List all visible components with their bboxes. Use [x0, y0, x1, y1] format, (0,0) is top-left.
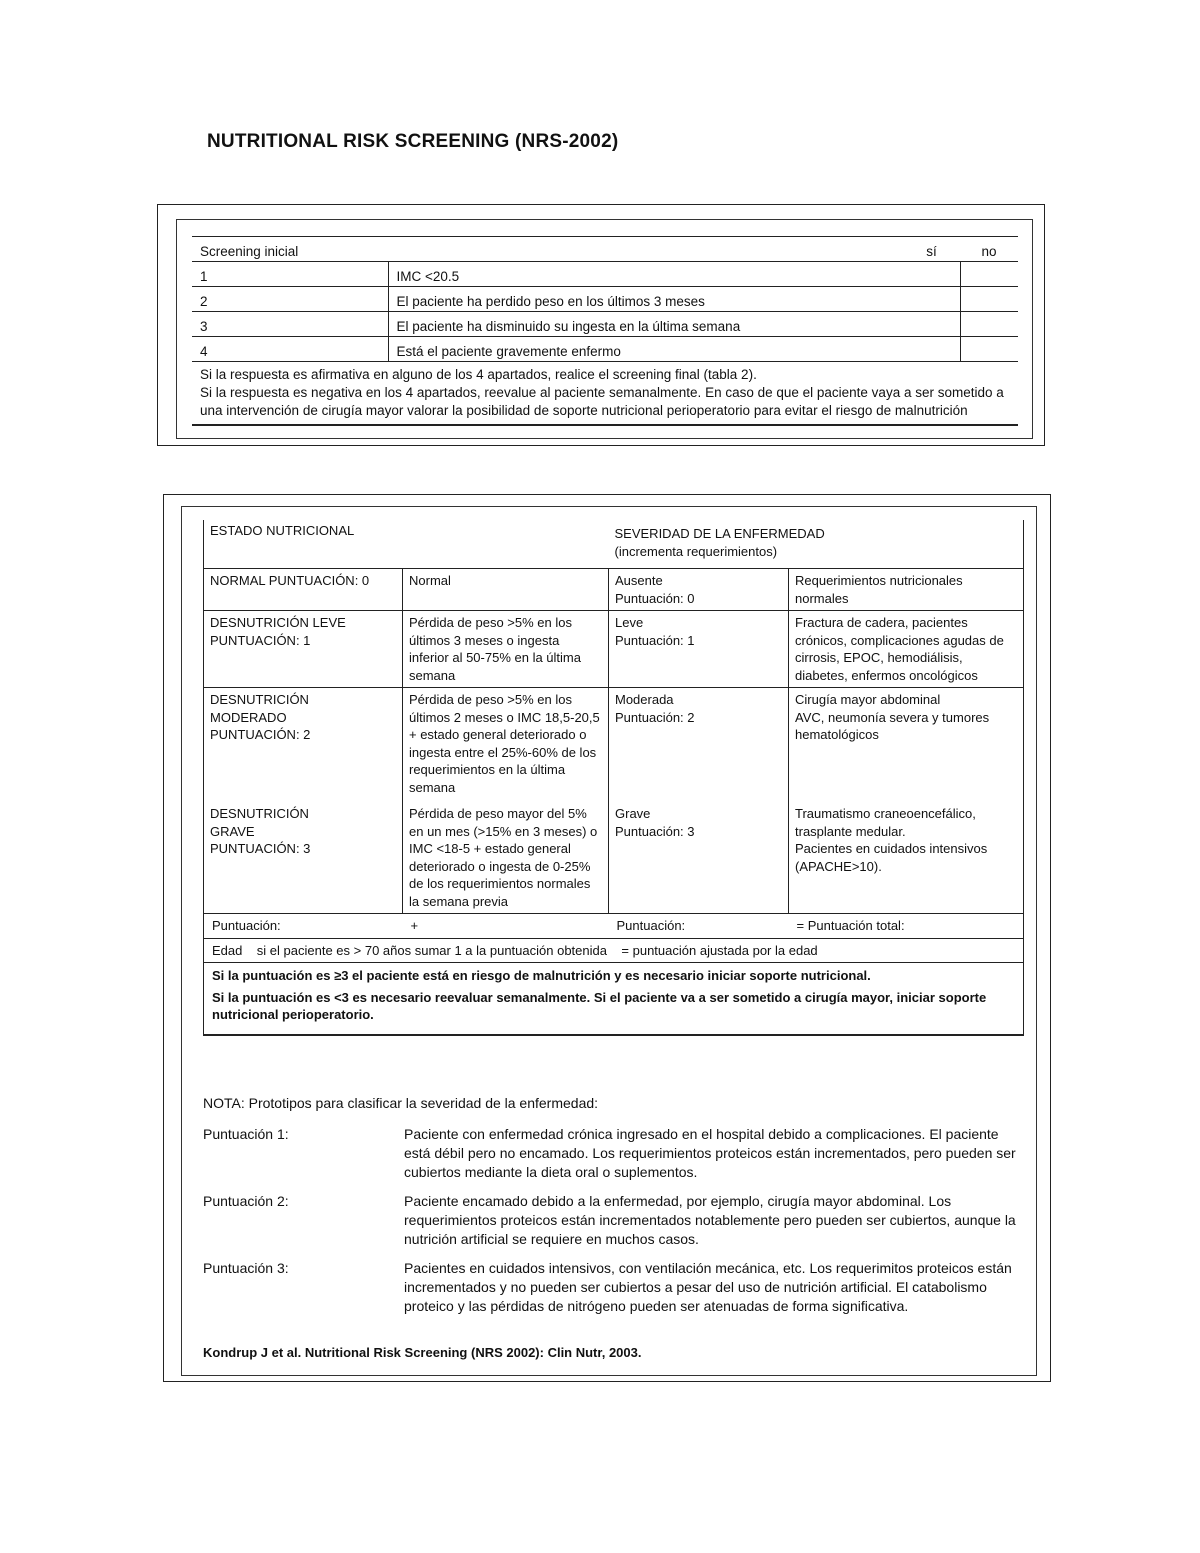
screening-row-answer	[960, 337, 1018, 362]
nutritional-state: DESNUTRICIÓN LEVE PUNTUACIÓN: 1	[204, 611, 403, 688]
advice-cell	[204, 963, 1024, 1035]
screening-row-question: El paciente ha perdido peso en los últimos 3 meses	[388, 287, 960, 312]
score-total: = Puntuación total:	[789, 914, 1024, 939]
prototype-text: Paciente con enfermedad crónica ingresado en el hospital debido a complicaciones. El paciente está débil pero no encamado. Los requerimientos proteicos están incrementados, pero pueden ser cubiertos mediante la dieta oral o suplementos.	[404, 1126, 1016, 1180]
screening-notes	[192, 362, 1018, 426]
score-label-severity: Puntuación:	[609, 914, 789, 939]
severity-description: Fractura de cadera, pacientes crónicos, complicaciones agudas de cirrosis, EPOC, hemodiálisis, diabetes, enfermos oncológicos	[789, 611, 1024, 688]
final-header-row	[204, 520, 1024, 569]
prototype-label: Puntuación 2:	[203, 1193, 289, 1209]
score-row	[204, 914, 1024, 939]
screening-notes-row	[192, 362, 1018, 426]
nutritional-state: DESNUTRICIÓN GRAVE PUNTUACIÓN: 3	[204, 799, 403, 914]
nutritional-state-description: Pérdida de peso mayor del 5% en un mes (>15% en 3 meses) o IMC <18-5 + estado general deteriorado o ingesta de 0-25% de los requerimientos normales la semana previa	[403, 799, 609, 914]
severity-level: Leve Puntuación: 1	[609, 611, 789, 688]
screening-row-number: 1	[192, 262, 388, 287]
screening-row-number: 2	[192, 287, 388, 312]
nota-title: NOTA: Prototipos para clasificar la severidad de la enfermedad:	[203, 1095, 599, 1111]
age-adjustment: Edad si el paciente es > 70 años sumar 1 a la puntuación obtenida = puntuación ajustada por la edad	[204, 938, 1024, 963]
final-row-normal	[204, 569, 1024, 611]
nutritional-state-description: Normal	[403, 569, 609, 611]
severity-level: Ausente Puntuación: 0	[609, 569, 789, 611]
score-label: Puntuación:	[204, 914, 403, 939]
nutritional-state-description: Pérdida de peso >5% en los últimos 3 meses o ingesta inferior al 50-75% en la última semana	[403, 611, 609, 688]
screening-note-affirmative: Si la respuesta es afirmativa en alguno de los 4 apartados, realice el screening final (tabla 2).	[200, 367, 757, 382]
disease-severity-header	[609, 520, 1024, 569]
prototype-label: Puntuación 3:	[203, 1260, 289, 1276]
disease-severity-title: SEVERIDAD DE LA ENFERMEDAD	[614, 526, 825, 541]
screening-header-no: no	[960, 237, 1018, 262]
screening-row-answer	[960, 312, 1018, 337]
severity-level: Moderada Puntuación: 2	[609, 688, 789, 800]
severity-description: Traumatismo craneoencefálico, trasplante medular. Pacientes en cuidados intensivos (APACHE>10).	[789, 799, 1024, 914]
screening-header-label: Screening inicial	[192, 237, 903, 262]
prototype-text: Paciente encamado debido a la enfermedad, por ejemplo, cirugía mayor abdominal. Los requerimientos proteicos están incrementados notablemente pero pueden ser cubiertos, aunque la nutrición artificial se requiere en muchos casos.	[404, 1193, 1016, 1247]
advice-risk: Si la puntuación es ≥3 el paciente está en riesgo de malnutrición y es necesario iniciar soporte nutricional.	[212, 968, 871, 983]
screening-row-answer	[960, 287, 1018, 312]
screening-header-row	[192, 237, 1018, 262]
nutritional-state: DESNUTRICIÓN MODERADO PUNTUACIÓN: 2	[204, 688, 403, 800]
nutritional-state: NORMAL PUNTUACIÓN: 0	[204, 569, 403, 611]
screening-row	[192, 337, 1018, 362]
screening-row-number: 4	[192, 337, 388, 362]
screening-row-answer	[960, 262, 1018, 287]
nutritional-state-description: Pérdida de peso >5% en los últimos 2 meses o IMC 18,5-20,5 + estado general deteriorado o ingesta entre el 25%-60% de los requerimientos en la última semana	[403, 688, 609, 800]
screening-row-question: Está el paciente gravemente enfermo	[388, 337, 960, 362]
disease-severity-subtitle: (incrementa requerimientos)	[614, 543, 778, 559]
screening-header-yes: sí	[903, 237, 960, 262]
screening-row	[192, 287, 1018, 312]
advice-reevaluate: Si la puntuación es <3 es necesario reevaluar semanalmente. Si el paciente va a ser sometido a cirugía mayor, iniciar soporte nutricional perioperatorio.	[212, 989, 987, 1022]
prototype-label: Puntuación 1:	[203, 1126, 289, 1142]
prototype-text: Pacientes en cuidados intensivos, con ventilación mecánica, etc. Los requerimitos proteicos están incrementados y no pueden ser cubiertos a pesar del uso de nutrición artificial. El catabolismo proteico y las pérdidas de nitrógeno pueden ser atenuadas de forma significativa.	[404, 1260, 1012, 1314]
final-screening-table	[203, 520, 1024, 1036]
reference-citation: Kondrup J et al. Nutritional Risk Screening (NRS 2002): Clin Nutr, 2003.	[203, 1345, 642, 1360]
screening-note-negative: Si la respuesta es negativa en los 4 apartados, reevalue al paciente semanalmente. En caso de que el paciente vaya a ser sometido a una intervención de cirugía mayor valorar la posibilidad de soporte nutricional perioperatorio para evitar el riesgo de malnutrición	[200, 385, 1004, 418]
final-row-moderate	[204, 688, 1024, 800]
score-plus: +	[403, 914, 609, 939]
final-row-severe	[204, 799, 1024, 914]
severity-description: Cirugía mayor abdominal AVC, neumonía severa y tumores hematológicos	[789, 688, 1024, 800]
screening-row-question: IMC <20.5	[388, 262, 960, 287]
screening-row-number: 3	[192, 312, 388, 337]
final-row-mild	[204, 611, 1024, 688]
advice-row	[204, 963, 1024, 1035]
age-row	[204, 938, 1024, 963]
screening-row-question: El paciente ha disminuido su ingesta en la última semana	[388, 312, 960, 337]
nutritional-status-header: ESTADO NUTRICIONAL	[204, 520, 609, 569]
severity-description: Requerimientos nutricionales normales	[789, 569, 1024, 611]
initial-screening-table	[192, 236, 1018, 426]
document-title: NUTRITIONAL RISK SCREENING (NRS-2002)	[207, 131, 619, 152]
screening-row	[192, 312, 1018, 337]
screening-row	[192, 262, 1018, 287]
severity-level: Grave Puntuación: 3	[609, 799, 789, 914]
